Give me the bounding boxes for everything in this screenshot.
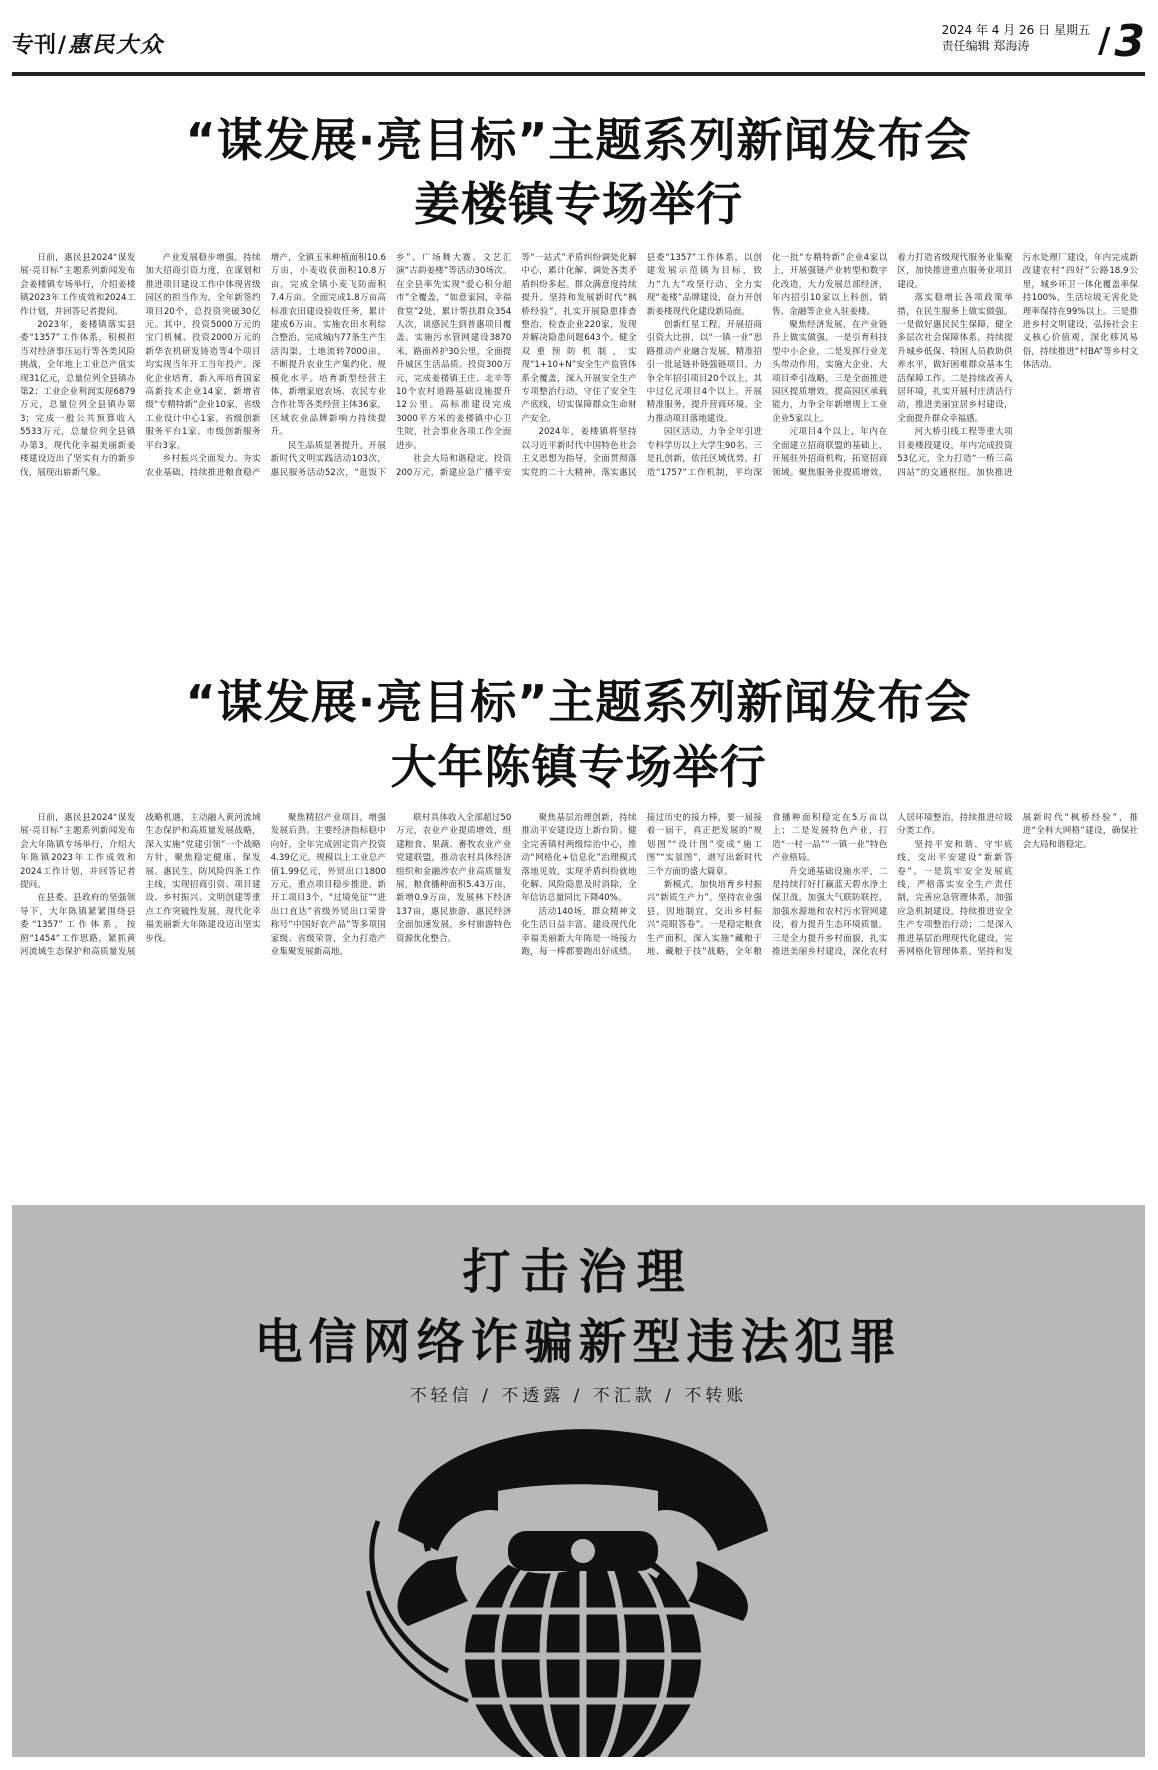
- article2-paragraph: 日前，惠民县2024“谋发展·亮目标”主题系列新闻发布会大年陈镇专场举行，介绍大年陈镇2023年工作成效和2024工作计划，并回答记者提问。: [20, 813, 136, 891]
- article2-paragraph: 升交通基础设施水平，二是持续打好打赢蓝天碧水净土保卫战，加强大气联防联控，加强水源地和农村污水管网建设，着力提升生态环境质量。三是全力提升乡村面貌，扎实推进美丽乡村建设，深化农村人居环境整治，持续推进垃圾分类工作。: [771, 813, 1013, 958]
- article1-paragraph: 园区活动，力争全年引进专科学历以上大学生90名，三是扎创新，依托区域优势，打造“1757”工作机制，平均深化一批“专精特新”企业4家以上，开展强链产业转型和数字化改造，大力发展总部经济，年内招引10家以上科创、销售、金融等企业入驻姜楼。: [646, 253, 888, 478]
- article2-paragraph: 坚持平安和谐、守牢底线，交出平安建设“新新答卷”。一是筑牢安全发展底线，严格落实安全生产责任制，完善应急管理体系，加强应急机制建设，持续推进安全生产专项整治行动；二是深入推进基层治理现代化建设，完善网格化管理体系，坚持和发展新时代“枫桥经验”，推进“全科大网格”建设，确保社会大局和谐稳定。: [897, 813, 1138, 958]
- anti-fraud-promo-panel: [12, 1205, 1145, 1757]
- section-separator: /: [58, 32, 67, 58]
- article1-paragraph: 产业发展稳步增强。持续加大招商引资力度，在谋划和推进项目建设工作中体现省级园区的担当作为，全年新签约项目20个，总投资突破30亿元。其中，投资5000万元的宝门机械、投资2000万元的新华农机研发铸造等4个项目均实现当年开工当年投产。深化企业培育，新入库培育国家高新技术企业14家，新增省级“专精特新”企业10家，省级工业设计中心1家，省级创新服务平台1家、市级创新服务平台3家。: [145, 253, 261, 451]
- article2-paragraph: 新模式，加快培育乡村振兴“新质生产力”。坚持农业强县，因地制宜，交出乡村振兴“亮眼答卷”。一是稳定粮食生产面积，深入实施“藏粮于地、藏粮于技”战略，全年粮食播种面积稳定在5万亩以上；二是发展特色产业，打造“一村一品”“一镇一业”特色产业格局。: [646, 813, 888, 958]
- masthead-meta: [942, 22, 1090, 54]
- article2-paragraph: 联村具体收入全部超过50万元，农业产业提质增效，组建粮食、果蔬、畜牧农业产业党建联盟，推动农村具体经济组织和金融涉农产业高质量发展，粮食播种面积5.43万亩，新增0.9万亩，发展林下经济137亩，惠民旅游、惠民经济全面加速发展，乡村旅游特色资源优化整合。: [395, 813, 512, 944]
- article1-paragraph: 2024年，姜楼镇将坚持以习近平新时代中国特色社会主义思想为指导，全面贯彻落实党的二十大精神，落实惠民县委“1357”工作体系，以创建发展示范镇为目标，致力“九大”攻坚行动，全力实现“姜楼”品牌建设，奋力开创新姜楼现代化建设新局面。: [521, 253, 762, 478]
- section-label: 专刊: [12, 32, 57, 58]
- article2-headline-line1: “谋发展·亮目标”主题系列新闻发布会: [185, 675, 972, 729]
- promo-title-line1: 打击治理: [462, 1244, 695, 1300]
- article1-paragraph: 聚焦经济发展，在产业链升上做实做强，一是引育科技型中小企业，二是发挥行业龙头带动作用，实施大企业、大项目牵引战略，三是全面推进园区提质增效，提高园区承载能力，力争全年新增规上工业企业5家以上。: [771, 320, 888, 424]
- article2-paragraph: 聚焦基层治理创新，持续推动平安建设迈上新台阶。健全完善镇村两级综治中心，推动“网格化+信息化”治理模式落地见效，实现矛盾纠纷就地化解、风险隐患及时消除，全年信访总量同比下降40%。: [521, 813, 637, 904]
- promo-slogan: 不轻信 / 不透露 / 不汇款 / 不转账: [409, 1386, 748, 1406]
- page-number: 3: [1114, 16, 1145, 67]
- article1-paragraph: 元项目4个以上，年内在全面建立招商联盟的基础上，开展驻外招商机构，拓宽招商领域。聚焦服务业提质增效，着力打造省级现代服务业集聚区，加快推进重点服务业项目建设。: [771, 253, 1013, 478]
- article1-headline-line2: 姜楼镇专场举行: [414, 177, 743, 231]
- page-separator: /: [1097, 21, 1111, 61]
- article1-headline-line1: “谋发展·亮目标”主题系列新闻发布会: [185, 113, 972, 167]
- article2-paragraph: 活动140场，群众精神文化生活日益丰富。建设现代化幸福美丽新大年陈是一场接力跑，每一棒都要跑出好成绩。接过历史的接力棒，要一届接着一届干，真正把发展的“规划图”“设计图”变成“施工图”“实景图”，谱写出新时代三个方面的盛大篇章。: [521, 813, 762, 958]
- article1-paragraph: 乡村振兴全面发力。夯实农业基础，持续推进粮食稳产增产，全镇玉米种植面积10.6万亩，小麦收获面积10.8万亩，完成全镇小麦飞防面积7.4万亩。全面完成1.8万亩高标准农田建设验收任务，累计建成6万亩。实施农田水利综合整治，完成城内77条生产生活沟渠，土地流转7000亩，不断提升农业生产集约化、规模化水平。培育新型经营主体，新增家庭农场、农民专业合作社等各类经营主体36家，区域农业品牌影响力持续提升。: [145, 253, 386, 478]
- paper-name-logo: 惠民大众: [68, 32, 165, 58]
- article1-paragraph: 社会大局和谐稳定。投资200万元，新建应急广播平安等“一站式”矛盾纠纷调处化解中心，累计化解、调处各类矛盾纠纷多起。群众满意度持续提升。坚持和发展新时代“枫桥经验”，扎实开展隐患排查整治，检查企业220家，发现并解决隐患问题643个。健全双重预防机制，实现“1+10+N”安全生产监管体系全覆盖，深入开展安全生产专项整治行动，守住了安全生产底线，切实保障群众生命财产安全。: [395, 253, 637, 478]
- article2-paragraph: 在县委、县政府的坚强领导下，大年陈镇紧紧围绕县委“1357”工作体系，按照“1454”工作思路，紧抓黄河流域生态保护和高质量发展战略机遇，主动融入黄河流域生态保护和高质量发展战略，深入实施“党建引领”一个战略方针，聚焦稳定健康、保发展、惠民生、防风险四条工作主线，实现招商引资、项目建设、乡村振兴、文明创建等重点工作突破性发展，现代化幸福美丽新大年陈建设迈出坚实步伐。: [20, 813, 261, 958]
- handset-icon: [508, 1531, 658, 1571]
- masthead-left: [12, 28, 164, 59]
- masthead: [12, 14, 1145, 74]
- article1-paragraph: 日前，惠民县2024“谋发展·亮目标”主题系列新闻发布会姜楼镇专场举行，介绍姜楼镇2023年工作成效和2024工作计划，并回答记者提问。: [20, 253, 136, 317]
- promo-title-line2: 电信网络诈骗新型违法犯罪: [254, 1314, 903, 1370]
- issue-date: 2024 年 4 月 26 日 星期五: [941, 23, 1090, 37]
- masthead-right: [941, 16, 1145, 67]
- article1-body: [20, 252, 1138, 632]
- editor-credit: 责任编辑 郑海涛: [941, 39, 1030, 53]
- article1-paragraph: 民生品质显著提升。开展新时代文明实践活动103次，惠民服务活动52次，“逛饭下乡”、广场舞大赛、文艺汇演“古韵姜楼”等活动30场次。在全县率先实现“爱心积分超市”全覆盖，“如意家园，幸福食堂”2处，累计帮扶群众354人次，谈感民生到普惠项目覆盖。实施污水管网建设3870米，路面养护30公里，全面提升城区生活品质。投资300万元，完成姜楼镇王庄、北辛等10个农村道路基础设施提升12公里。高标准建设完成3000平方米的姜楼镇中心卫生院，社会事业各项工作全面进步。: [270, 253, 512, 478]
- article2-body: [20, 812, 1138, 1172]
- telephone-globe-illustration: [358, 1411, 798, 1757]
- article1-paragraph: 创新红星工程，开展招商引资大比拼，以“一镇一业”思路推动产业融合发展，精准招引一批延链补链强链项目，力争全年招引项目20个以上，其中过亿元项目4个以上。开展精准服务，提升营商环境，全力推动项目落地建设。: [646, 320, 762, 424]
- masthead-rule: [12, 72, 1145, 76]
- article1-paragraph: 河大桥引线工程等重大项目姜楼段建设，年内完成投资53亿元，全力打造“一桥三高四站”的交通枢纽。加快推进污水处理厂建设，年内完成新改建农村“四好”公路18.9公里，城乡环卫一体化覆盖率保持100%，生活垃圾无害化处理率保持在99%以上。三是推进乡村文明建设，弘扬社会主义核心价值观，深化移风易俗，持续推进“村BA”等乡村文体活动。: [897, 253, 1138, 478]
- article2-headline-line2: 大年陈镇专场举行: [390, 740, 767, 794]
- article1-paragraph: 2023年，姜楼镇落实县委“1357”工作体系，积极担当对经济事压运行等各类风险挑战，全年地上工业总产值实现31亿元，总量位列全县镇办第2；工业企业利润实现6879万元，总量位列全县镇办第3；完成一般公共预算收入5533万元，总量位列全县镇办第3。现代化幸福美丽新姜楼建设迈出了坚实有力的新步伐，展现出崭新气象。: [20, 320, 136, 478]
- article2-paragraph: 聚焦精招产业项目，增强发展后劲。主要经济指标稳中向好，全年完成固定资产投资4.39亿元，规模以上工业总产值1.99亿元，外贸出口1800万元，重点项目稳步推进。新开工项目3个，“过境免征”“进出口直达”省级外贸出口荣誉称号“中国好农产品”等多项国家级、省级荣誉，全力打造产业集聚发展新高地。: [270, 813, 386, 958]
- article1-paragraph: 落实稳增长各项政策举措，在民生服务上做实做强。一是做好惠民民生保障，健全多层次社会保障体系，持续提升城乡低保、特困人员救助供养水平，做好困难群众基本生活保障工作。二是持续改善人居环境，扎实开展村庄清洁行动，推进美丽宜居乡村建设，全面提升群众幸福感。: [897, 293, 1013, 424]
